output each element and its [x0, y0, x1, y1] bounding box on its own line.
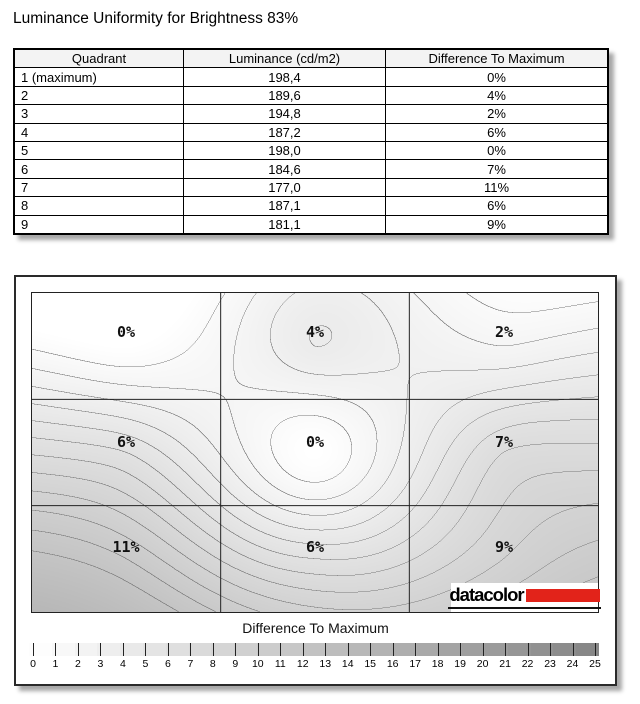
- colorbar-tick-label: 10: [251, 658, 264, 670]
- difference-cell: 7%: [386, 160, 609, 178]
- colorbar-segment: [439, 643, 462, 656]
- table-row: [14, 68, 608, 86]
- colorbar-segment: [462, 643, 485, 656]
- colorbar-segment: [280, 643, 303, 656]
- quadrant-cell: 8: [14, 197, 184, 215]
- colorbar-tick-label: 19: [454, 658, 466, 670]
- colorbar-tick: [573, 643, 574, 656]
- colorbar-tick-label: 17: [409, 658, 421, 670]
- luminance-cell: 177,0: [184, 178, 386, 196]
- quadrant-cell: 4: [14, 123, 184, 141]
- quadrant-cell: 1 (maximum): [14, 68, 184, 86]
- colorbar-tick-label: 12: [296, 658, 309, 670]
- difference-cell: 6%: [386, 123, 609, 141]
- quadrant-cell: 2: [14, 86, 184, 104]
- colorbar-tick: [370, 643, 371, 656]
- colorbar-segment: [303, 643, 326, 656]
- uniformity-plot-box: [14, 275, 617, 686]
- quadrant-value-label: 0%: [305, 433, 325, 451]
- colorbar-tick-label: 16: [386, 658, 399, 670]
- luminance-cell: 181,1: [184, 215, 386, 234]
- difference-cell: 11%: [386, 178, 609, 196]
- colorbar-segment: [211, 643, 234, 656]
- colorbar-segment: [257, 643, 280, 656]
- quadrant-value-label: 4%: [305, 323, 325, 341]
- column-header: Luminance (cd/m2): [184, 49, 386, 68]
- table-row: [14, 123, 608, 141]
- luminance-cell: 198,0: [184, 141, 386, 159]
- colorbar-segment: [325, 643, 348, 656]
- colorbar-tick-label: 0: [30, 658, 36, 670]
- table-row: [14, 215, 608, 234]
- colorbar-tick: [55, 643, 56, 656]
- difference-cell: 4%: [386, 86, 609, 104]
- luminance-table: [13, 48, 609, 235]
- quadrant-value-label: 0%: [116, 323, 136, 341]
- quadrant-value-label: 6%: [305, 538, 325, 556]
- column-header: Difference To Maximum: [386, 49, 609, 68]
- colorbar-tick-label: 14: [341, 658, 354, 670]
- colorbar-tick-label: 3: [97, 658, 104, 670]
- colorbar-tick: [280, 643, 281, 656]
- luminance-cell: 187,1: [184, 197, 386, 215]
- quadrant-cell: 5: [14, 141, 184, 159]
- colorbar-tick: [235, 643, 236, 656]
- colorbar-segment: [371, 643, 394, 656]
- datacolor-logo-red-bar: [526, 589, 600, 602]
- colorbar-segment: [394, 643, 417, 656]
- colorbar-segment: [348, 643, 371, 656]
- quadrant-value-label: 7%: [494, 433, 514, 451]
- colorbar-tick-label: 24: [566, 658, 579, 670]
- colorbar-tick-label: 21: [499, 658, 511, 670]
- luminance-cell: 187,2: [184, 123, 386, 141]
- colorbar-tick-label: 2: [75, 658, 81, 670]
- colorbar-tick-label: 23: [544, 658, 556, 670]
- colorbar-tick: [550, 643, 551, 656]
- contour-map: [31, 292, 599, 613]
- datacolor-logo: [451, 583, 598, 612]
- colorbar-tick-label: 4: [119, 658, 126, 670]
- quadrant-cell: 6: [14, 160, 184, 178]
- colorbar-tick-label: 22: [521, 658, 534, 670]
- difference-cell: 9%: [386, 215, 609, 234]
- difference-cell: 2%: [386, 105, 609, 123]
- colorbar-tick: [145, 643, 146, 656]
- datacolor-logo-text: datacolor: [449, 584, 524, 606]
- colorbar-tick-labels: [29, 658, 599, 671]
- colorbar-title: Difference To Maximum: [242, 620, 389, 636]
- quadrant-value-label: 9%: [494, 538, 514, 556]
- colorbar-tick: [100, 643, 101, 656]
- colorbar-tick-label: 9: [232, 658, 239, 670]
- table-row: [14, 86, 608, 104]
- colorbar-tick: [483, 643, 484, 656]
- luminance-cell: 198,4: [184, 68, 386, 86]
- quadrant-cell: 7: [14, 178, 184, 196]
- colorbar-tick: [415, 643, 416, 656]
- luminance-cell: 189,6: [184, 86, 386, 104]
- difference-cell: 0%: [386, 68, 609, 86]
- table-row: [14, 178, 608, 196]
- quadrant-cell: 3: [14, 105, 184, 123]
- colorbar-tick-label: 7: [187, 658, 194, 670]
- colorbar-tick: [123, 643, 124, 656]
- colorbar-tick: [258, 643, 259, 656]
- page-title: Luminance Uniformity for Brightness 83%: [13, 10, 299, 27]
- table-row: [14, 141, 608, 159]
- colorbar-tick-label: 18: [431, 658, 444, 670]
- colorbar-tick: [393, 643, 394, 656]
- colorbar-tick-label: 25: [589, 658, 601, 670]
- quadrant-cell: 9: [14, 215, 184, 234]
- colorbar-segment: [417, 643, 440, 656]
- colorbar-tick-label: 15: [364, 658, 377, 670]
- colorbar-tick-label: 13: [319, 658, 332, 670]
- colorbar-tick: [33, 643, 34, 656]
- colorbar-segment: [143, 643, 166, 656]
- quadrant-value-label: 6%: [116, 433, 136, 451]
- table-row: [14, 105, 608, 123]
- colorbar-tick: [190, 643, 191, 656]
- colorbar: [29, 643, 599, 656]
- colorbar-tick: [168, 643, 169, 656]
- colorbar-segment: [234, 643, 257, 656]
- colorbar-tick: [460, 643, 461, 656]
- datacolor-logo-inner: [448, 586, 600, 609]
- colorbar-tick-label: 1: [52, 658, 59, 670]
- colorbar-tick: [303, 643, 304, 656]
- colorbar-tick: [595, 643, 596, 656]
- colorbar-tick-label: 6: [164, 658, 171, 670]
- colorbar-tick-label: 5: [142, 658, 149, 670]
- column-header: Quadrant: [14, 49, 184, 68]
- colorbar-tick: [528, 643, 529, 656]
- colorbar-tick: [348, 643, 349, 656]
- colorbar-tick: [78, 643, 79, 656]
- colorbar-tick: [325, 643, 326, 656]
- luminance-cell: 194,8: [184, 105, 386, 123]
- quadrant-value-label: 2%: [494, 323, 514, 341]
- table-row: [14, 197, 608, 215]
- table-row: [14, 160, 608, 178]
- luminance-cell: 184,6: [184, 160, 386, 178]
- quadrant-value-label: 11%: [112, 538, 140, 556]
- difference-cell: 6%: [386, 197, 609, 215]
- colorbar-tick: [438, 643, 439, 656]
- colorbar-tick-label: 20: [476, 658, 489, 670]
- colorbar-tick: [505, 643, 506, 656]
- colorbar-tick-label: 11: [274, 658, 286, 670]
- colorbar-segment: [189, 643, 212, 656]
- colorbar-segment: [166, 643, 189, 656]
- colorbar-tick: [213, 643, 214, 656]
- colorbar-tick-label: 8: [209, 658, 216, 670]
- luminance-table-header: [14, 49, 608, 68]
- difference-cell: 0%: [386, 141, 609, 159]
